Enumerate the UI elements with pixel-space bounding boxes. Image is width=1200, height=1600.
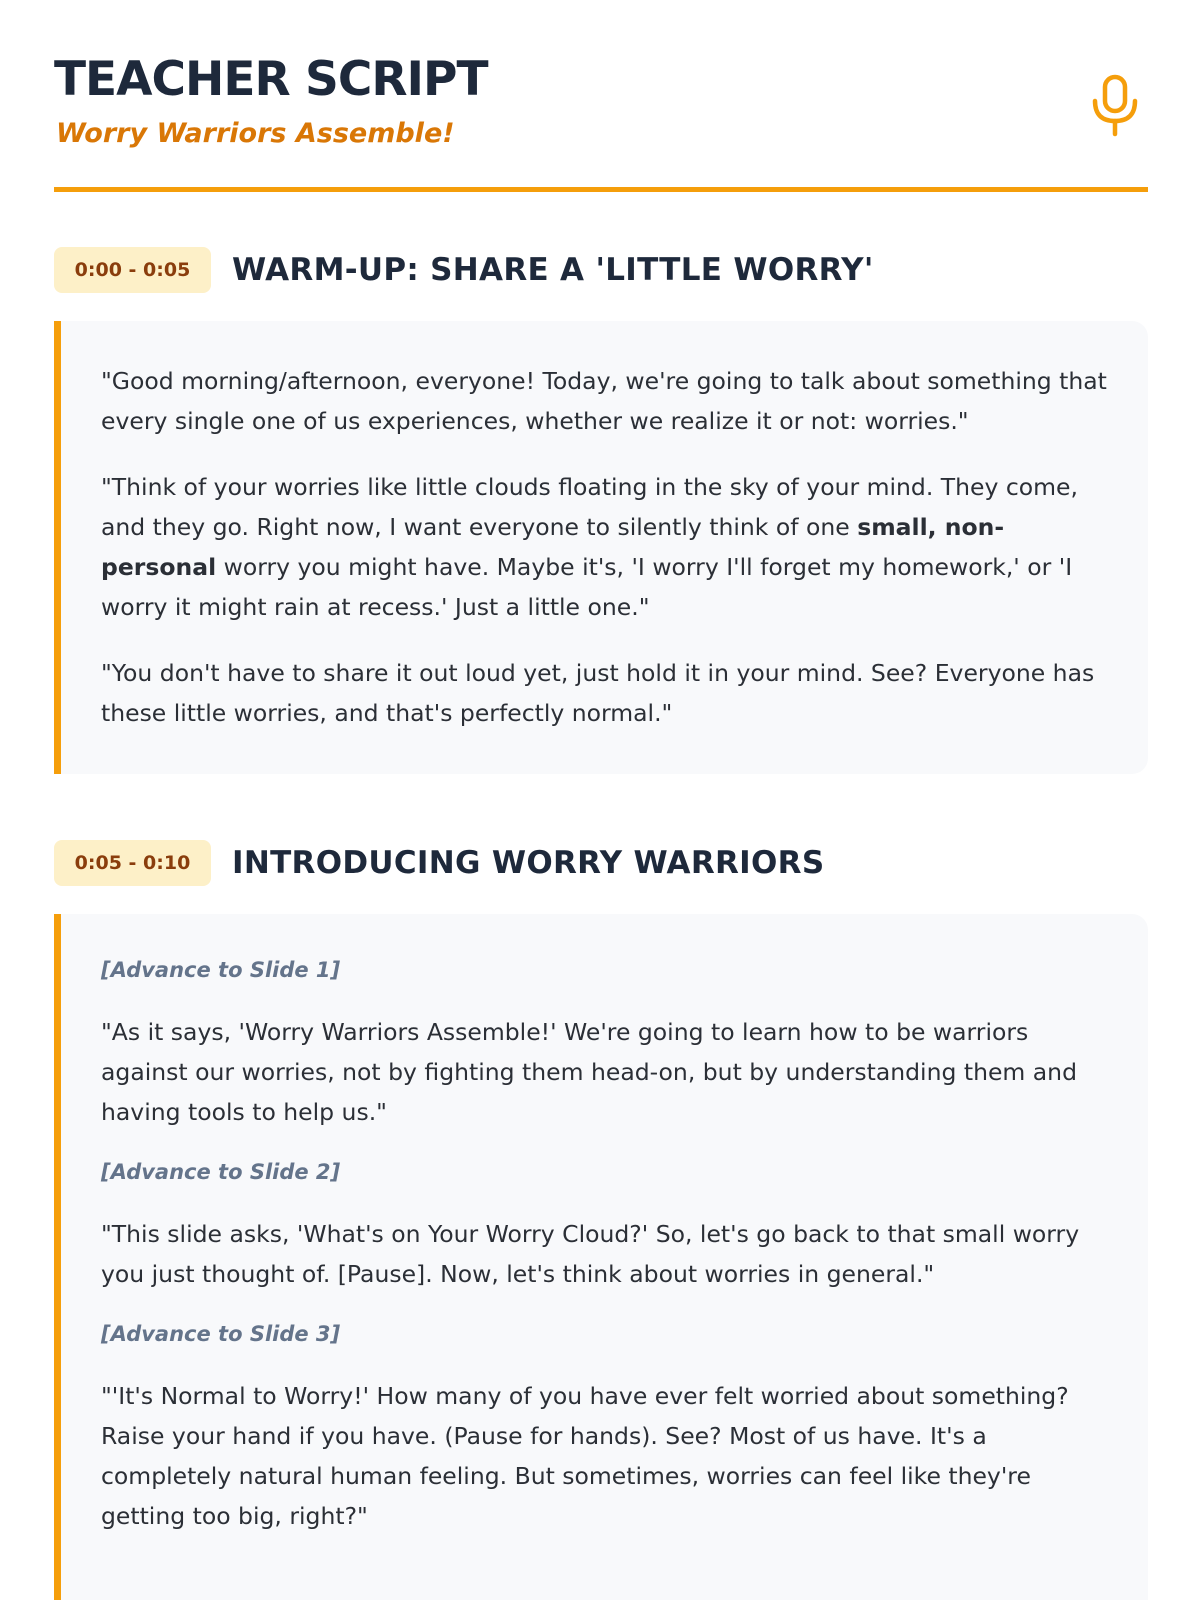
script-paragraph: "You don't have to share it out loud yet, just hold it in your mind. See? Everyone has these little worries, and that's perfectly normal." — [101, 659, 1095, 727]
script-text: "Think of your worries like little clouds floating in the sky of your mind. They come, and they go. Right now, I want everyone to silently think of one — [101, 473, 1078, 541]
time-badge: 0:00 - 0:05 — [54, 247, 211, 293]
script-paragraph: "'It's Normal to Worry!' How many of you have ever felt worried about something? Raise your hand if you have. (Pause for hands). See? Most of us have. It's a completely natural human feeling. But sometimes, worries can feel like they're getting too big, right?" — [101, 1382, 1069, 1530]
page-header — [54, 0, 1148, 192]
script-paragraph: "Good morning/afternoon, everyone! Today, we're going to talk about something that every single one of us experiences, whether we realize it or not: worries." — [101, 367, 1107, 435]
section-title: INTRODUCING WORRY WARRIORS — [232, 845, 825, 881]
page-subtitle: Worry Warriors Assemble! — [56, 118, 455, 149]
page-title: TEACHER SCRIPT — [54, 52, 488, 107]
script-text: worry you might have. Maybe it's, 'I worry I'll forget my homework,' or 'I worry it might rain at recess.' Just a little one." — [101, 553, 1073, 621]
script-card-introducing — [54, 914, 1148, 1600]
section-header-introducing — [54, 840, 824, 886]
section-header-warm-up — [54, 247, 874, 293]
time-badge: 0:05 - 0:10 — [54, 840, 211, 886]
emphasis-text: small, non-personal — [101, 513, 1005, 581]
microphone-icon — [1090, 74, 1140, 138]
script-paragraph: "This slide asks, 'What's on Your Worry Cloud?' So, let's go back to that small worry you just thought of. [Pause]. Now, let's think about worries in general." — [101, 1220, 1080, 1288]
slide-cue: [Advance to Slide 1] — [101, 958, 341, 982]
slide-cue: [Advance to Slide 2] — [101, 1160, 341, 1184]
script-paragraph: "As it says, 'Worry Warriors Assemble!' We're going to learn how to be warriors against our worries, not by fighting them head-on, but by understanding them and having tools to help us." — [101, 1018, 1077, 1126]
script-card-warm-up — [54, 321, 1148, 774]
teacher-script-page — [54, 0, 1148, 1530]
script-paragraph — [101, 467, 1110, 627]
slide-cue: [Advance to Slide 3] — [101, 1322, 341, 1346]
section-title: WARM-UP: SHARE A 'LITTLE WORRY' — [232, 252, 874, 288]
